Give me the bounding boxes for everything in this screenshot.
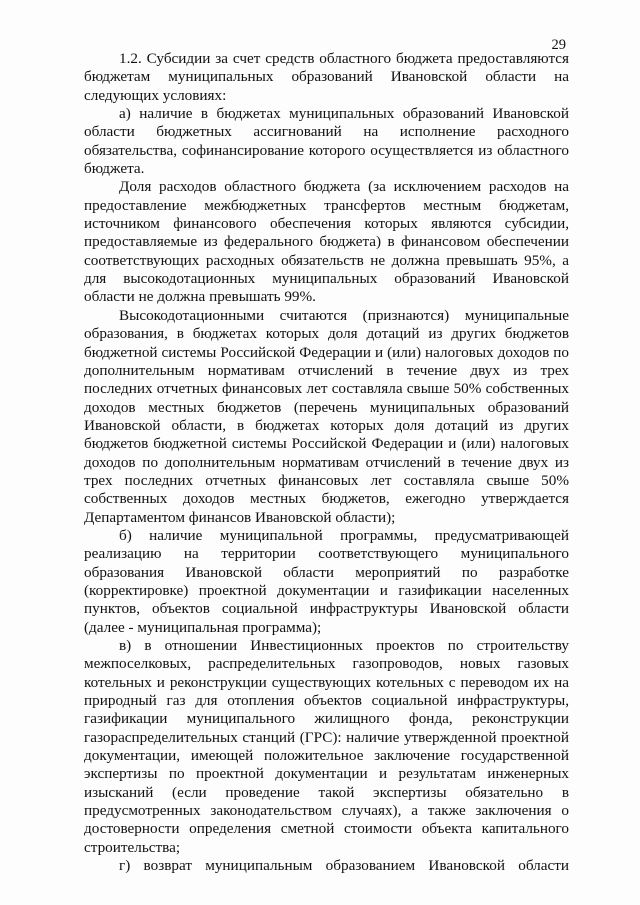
paragraph-condition-g: г) возврат муниципальным образованием Ивановской области [119,857,569,875]
paragraph-condition-v: в) в отношении Инвестиционных проектов по строительству межпоселковых, распределительных газопроводов, новых газовых котельных и реконструкции существующих котельных с переводом их на природный газ для отопления объектов социальной инфраструктуры, газификации муниципального жилищного фонда, реконструкции газораспределительных станций (ГРС): наличие утвержденной проектной документации, имеющей положительное заключение государственной экспертизы по проектной документации и результатам инженерных изысканий (если проведение такой экспертизы обязательно в предусмотренных законодательством случаях), а также заключения о достоверности определения сметной стоимости объекта капитального строительства; [84,637,569,856]
paragraph-high-subsidy-definition: Высокодотационными считаются (признаются) муниципальные образования, в бюджетах которых доля дотаций из других бюджетов бюджетной системы Российской Федерации и (или) налоговых доходов по дополнительным нормативам отчислений в течение двух из трех последних отчетных финансовых лет составляла свыше 50% собственных доходов местных бюджетов (перечень муниципальных образований Ивановской области, в бюджетах которых доля дотаций из других бюджетов бюджетной системы Российской Федерации и (или) налоговых доходов по дополнительным нормативам отчислений в течение двух из трех последних отчетных финансовых лет составляла свыше 50% собственных доходов местных бюджетов, ежегодно утверждается Департаментом финансов Ивановской области); [84,306,569,526]
paragraph-condition-a: а) наличие в бюджетах муниципальных образований Ивановской области бюджетных ассигнований на исполнение расходного обязательства, софинансирование которого осуществляется из областного бюджета. [84,105,569,178]
paragraph-condition-b: б) наличие муниципальной программы, предусматривающей реализацию на территории соответствующего муниципального образования Ивановской области мероприятий по разработке (корректировке) проектной документации и газификации населенных пунктов, объектов социальной инфраструктуры Ивановской области (далее - муниципальная программа); [84,526,569,636]
paragraph-subsidy-conditions: 1.2. Субсидии за счет средств областного бюджета предоставляются бюджетам муниципальных образований Ивановской области на следующих условиях: [84,50,569,104]
document-body [84,50,569,875]
paragraph-budget-share: Доля расходов областного бюджета (за исключением расходов на предоставление межбюджетных трансфертов местным бюджетам, источником финансового обеспечения которых являются субсидии, предоставляемые из федерального бюджета) в финансовом обеспечении соответствующих расходных обязательств не должна превышать 95%, а для высокодотационных муниципальных образований Ивановской области не должна превышать 99%. [84,178,569,306]
page-number: 29 [551,37,566,53]
